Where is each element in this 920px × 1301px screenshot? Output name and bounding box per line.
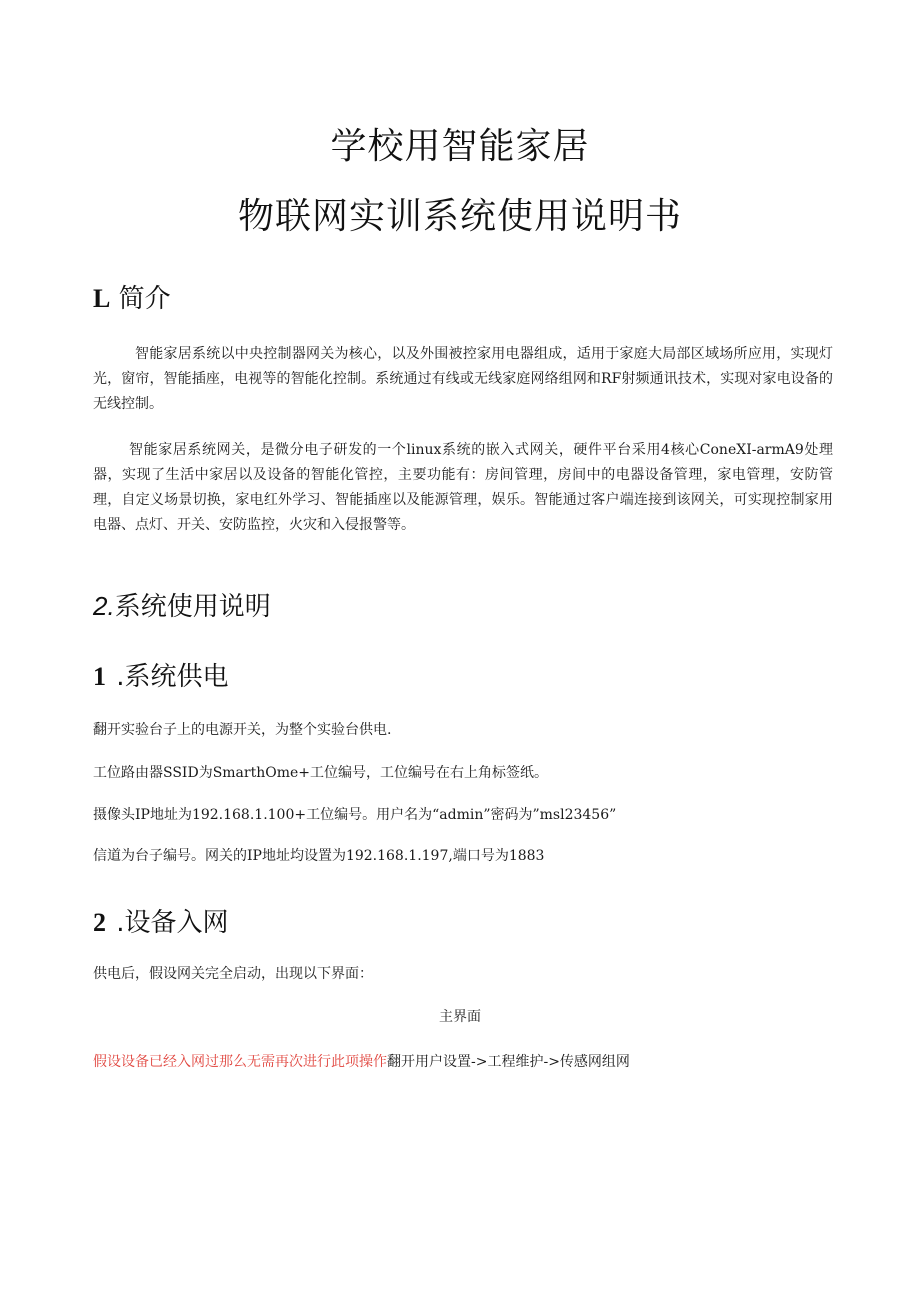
gateway-ip-line: 信道为台子编号。网关的IP地址均设置为192.168.1.197,端口号为1883	[93, 848, 545, 864]
router-ssid-line: 工位路由器SSID为SmarthOme+工位编号，工位编号在右上角标签纸。	[93, 765, 549, 781]
subsection-network-number: 2	[93, 908, 106, 937]
section-intro-number: L	[93, 284, 111, 313]
section-intro-heading	[93, 278, 171, 315]
warning-text: 假设设备已经入网过那么无需再次进行此项操作	[93, 1054, 387, 1070]
document-title-line-1: 学校用智能家居	[330, 126, 590, 167]
power-instruction-line: 翻开实验台子上的电源开关，为整个实验台供电.	[93, 722, 392, 738]
section-intro-title: 简介	[118, 284, 171, 314]
section-usage-number: 2.	[93, 591, 115, 621]
document-title-line-2: 物联网实训系统使用说明书	[237, 196, 682, 237]
figure-caption: 主界面	[439, 1009, 481, 1025]
subsection-power-heading	[93, 656, 229, 693]
subsection-network-title: .设备入网	[116, 908, 229, 938]
section-usage-title: 系统使用说明	[114, 592, 271, 622]
subsection-power-number: 1	[93, 662, 106, 691]
camera-ip-line: 摄像头IP地址为192.168.1.100+工位编号。用户名为“admin”密码为”msl23456”	[93, 807, 617, 823]
subsection-power-title: .系统供电	[116, 662, 229, 692]
menu-path-text: 翻开用户设置->工程维护->传感网组网	[387, 1054, 630, 1070]
network-note	[93, 1052, 630, 1072]
startup-line: 供电后，假设网关完全启动，出现以下界面：	[93, 966, 373, 982]
section-usage-heading	[93, 586, 271, 623]
intro-paragraph-2: 智能家居系统网关，是微分电子研发的一个linux系统的嵌入式网关，硬件平台采用4核心ConeXI-armA9处理器，实现了生活中家居以及设备的智能化管控，主要功能有：房间管理，房间中的电器设备管理，家电管理，安防管理，自定义场景切换，家电红外学习、智能插座以及能源管理，娱乐。智能通过客户端连接到该网关，可实现控制家用电器、点灯、开关、安防监控，火灾和入侵报警等。	[93, 442, 833, 533]
intro-paragraph-1: 智能家居系统以中央控制器网关为核心，以及外围被控家用电器组成，适用于家庭大局部区域场所应用，实现灯光，窗帘，智能插座，电视等的智能化控制。系统通过有线或无线家庭网络组网和RF射频通讯技术，实现对家电设备的无线控制。	[93, 346, 833, 412]
subsection-network-heading	[93, 902, 229, 939]
